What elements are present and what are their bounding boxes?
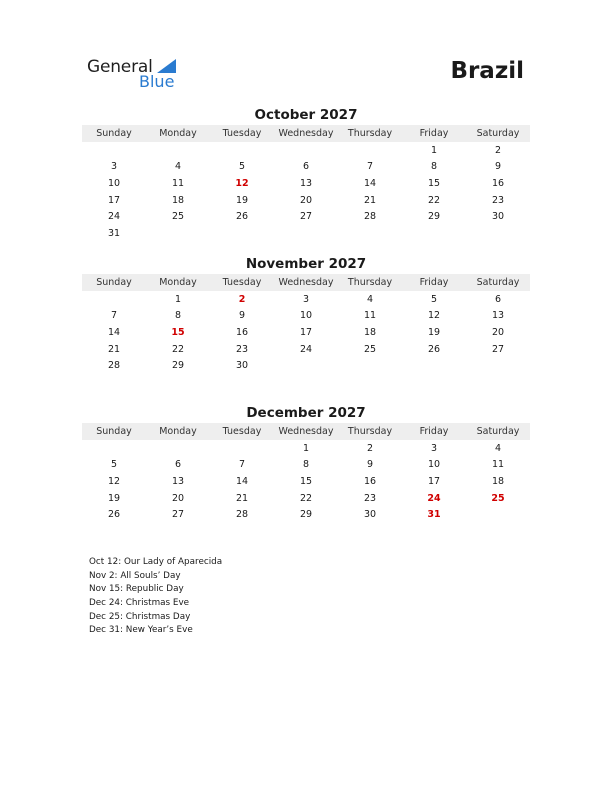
day-cell: 6 [494,293,502,305]
day-cell: 5 [110,459,118,471]
holiday-entry: Dec 24: Christmas Eve [89,598,190,609]
country-title: Brazil [450,58,524,84]
day-cell: 23 [363,492,377,504]
day-cell: 12 [107,475,121,487]
day-cell: 7 [366,161,374,173]
week-row [82,291,530,308]
day-cell: 13 [171,475,185,487]
week-row [82,341,530,358]
week-row [82,490,530,507]
day-cell: 24 [107,211,121,223]
holiday-day-cell: 25 [491,492,505,504]
holiday-entry: Dec 31: New Year’s Eve [89,625,193,636]
day-cell: 3 [302,293,310,305]
day-cell: 14 [107,326,121,338]
week-row [82,175,530,192]
day-cell: 8 [302,459,310,471]
day-cell: 21 [363,194,377,206]
day-cell: 3 [110,161,118,173]
holiday-entry: Dec 25: Christmas Day [89,611,191,622]
day-cell: 9 [366,459,374,471]
day-cell: 25 [363,343,377,355]
day-cell: 27 [491,343,505,355]
week-row [82,308,530,325]
holiday-entry: Oct 12: Our Lady of Aparecida [89,557,223,567]
weekday-label: Sunday [96,277,132,288]
day-cell: 2 [494,144,502,156]
week-row [82,440,530,457]
weekday-label: Monday [159,128,197,139]
day-cell: 28 [107,360,121,372]
weekday-label: Wednesday [278,277,334,288]
holiday-day-cell: 31 [427,509,441,521]
brand-logo [87,57,187,91]
holiday-day-cell: 2 [238,293,246,305]
week-row [82,324,530,341]
weekday-label: Thursday [347,426,393,437]
day-cell: 16 [491,177,505,189]
week-row [82,208,530,225]
day-cell: 30 [491,211,505,223]
month-title: November 2027 [245,256,367,272]
day-cell: 12 [427,310,441,322]
day-cell: 4 [366,293,374,305]
day-cell: 30 [363,509,377,521]
day-cell: 14 [235,475,249,487]
day-cell: 13 [491,310,505,322]
day-cell: 17 [107,194,121,206]
holiday-day-cell: 12 [235,177,249,189]
brand-general-text: General [87,57,153,77]
day-cell: 25 [171,211,185,223]
day-cell: 5 [430,293,438,305]
weekday-label: Tuesday [222,128,262,139]
day-cell: 10 [299,310,313,322]
week-row [82,357,530,374]
day-cell: 4 [494,442,502,454]
month-block [82,106,530,242]
day-cell: 8 [430,161,438,173]
day-cell: 1 [302,442,310,454]
day-cell: 20 [171,492,185,504]
day-cell: 2 [366,442,374,454]
day-cell: 21 [235,492,249,504]
week-row [82,192,530,209]
weekday-header-row [82,274,530,291]
day-cell: 16 [235,326,249,338]
weekday-header-row [82,423,530,440]
month-block [82,255,530,374]
day-cell: 18 [491,475,505,487]
day-cell: 20 [491,326,505,338]
day-cell: 16 [363,475,377,487]
day-cell: 7 [110,310,118,322]
day-cell: 26 [107,509,121,521]
day-cell: 29 [171,360,185,372]
day-cell: 21 [107,343,121,355]
day-cell: 6 [174,459,182,471]
day-cell: 29 [427,211,441,223]
brand-triangle-icon [157,59,176,73]
day-cell: 15 [299,475,313,487]
day-cell: 19 [235,194,249,206]
weekday-label: Thursday [347,277,393,288]
weekday-label: Thursday [347,128,393,139]
day-cell: 30 [235,360,249,372]
day-cell: 4 [174,161,182,173]
holiday-entry: Nov 2: All Souls’ Day [89,570,181,581]
holiday-day-cell: 24 [427,492,441,504]
weekday-label: Saturday [476,426,520,437]
weekday-label: Friday [419,426,449,437]
day-cell: 18 [363,326,377,338]
weekday-label: Sunday [96,426,132,437]
day-cell: 11 [491,459,505,471]
day-cell: 29 [299,509,313,521]
weekday-label: Monday [159,277,197,288]
day-cell: 22 [427,194,441,206]
day-cell: 8 [174,310,182,322]
day-cell: 15 [427,177,441,189]
day-cell: 10 [107,177,121,189]
day-cell: 17 [299,326,313,338]
day-cell: 26 [235,211,249,223]
holiday-entry: Nov 15: Republic Day [89,584,184,595]
day-cell: 26 [427,343,441,355]
day-cell: 13 [299,177,313,189]
weekday-label: Sunday [96,128,132,139]
day-cell: 28 [235,509,249,521]
day-cell: 14 [363,177,377,189]
day-cell: 17 [427,475,441,487]
weekday-label: Saturday [476,277,520,288]
brand-blue-text: Blue [139,72,175,91]
day-cell: 9 [494,161,502,173]
day-cell: 19 [107,492,121,504]
weekday-header-row [82,125,530,142]
weekday-label: Friday [419,128,449,139]
day-cell: 28 [363,211,377,223]
day-cell: 22 [171,343,185,355]
week-row [82,457,530,474]
day-cell: 20 [299,194,313,206]
day-cell: 10 [427,459,441,471]
day-cell: 31 [107,227,121,239]
day-cell: 23 [491,194,505,206]
week-row [82,159,530,176]
holiday-list [89,556,222,638]
day-cell: 3 [430,442,438,454]
week-row [82,225,530,242]
day-cell: 19 [427,326,441,338]
day-cell: 18 [171,194,185,206]
month-title: October 2027 [254,107,358,123]
day-cell: 27 [299,211,313,223]
month-title: December 2027 [246,405,366,421]
day-cell: 23 [235,343,249,355]
month-block [82,404,530,523]
weekday-label: Friday [419,277,449,288]
week-row [82,142,530,159]
day-cell: 22 [299,492,313,504]
weekday-label: Monday [159,426,197,437]
day-cell: 1 [430,144,438,156]
weekday-label: Saturday [476,128,520,139]
day-cell: 7 [238,459,246,471]
holiday-day-cell: 15 [171,326,185,338]
day-cell: 6 [302,161,310,173]
day-cell: 24 [299,343,313,355]
week-row [82,506,530,523]
weekday-label: Wednesday [278,128,334,139]
weekday-label: Wednesday [278,426,334,437]
day-cell: 11 [363,310,377,322]
week-row [82,473,530,490]
weekday-label: Tuesday [222,277,262,288]
day-cell: 11 [171,177,185,189]
weekday-label: Tuesday [222,426,262,437]
day-cell: 27 [171,509,185,521]
day-cell: 5 [238,161,246,173]
day-cell: 1 [174,293,182,305]
day-cell: 9 [238,310,246,322]
